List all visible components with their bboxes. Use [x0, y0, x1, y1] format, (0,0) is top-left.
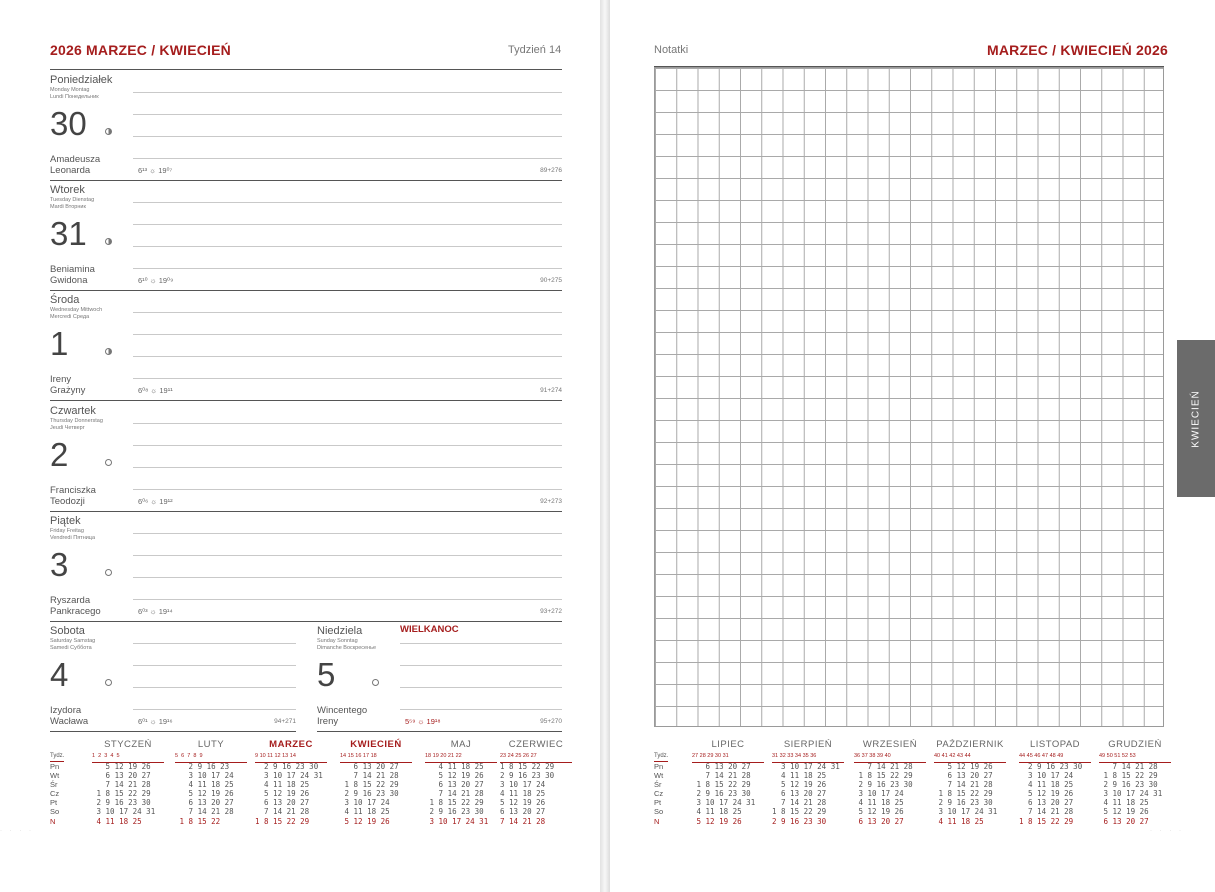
sunrise-sunset: 6⁰⁶ ☼ 19¹²	[138, 497, 173, 506]
writing-line[interactable]	[133, 136, 562, 137]
day-name: Wtorek	[50, 184, 85, 196]
day-name-translations: Sunday Sonntag Dimanche Воскресенье	[317, 638, 377, 651]
week-numbers: 40 41 42 43 44	[934, 752, 1006, 763]
writing-line[interactable]	[133, 599, 562, 600]
day-name-translations: Wednesday Mittwoch Mercredi Среда	[50, 307, 103, 320]
day-number: 2	[50, 436, 69, 473]
sunrise-sunset: 5⁵⁹ ☼ 19¹⁸	[405, 717, 441, 726]
day-of-year: 95+270	[540, 718, 562, 725]
day-of-year: 93+272	[540, 608, 562, 615]
day-separator	[50, 511, 562, 512]
day-separator	[50, 731, 296, 732]
right-page	[610, 0, 1215, 892]
writing-line[interactable]	[133, 423, 562, 424]
month-name: CZERWIEC	[508, 739, 564, 750]
writing-line[interactable]	[133, 467, 562, 468]
month-name: MARZEC	[269, 739, 313, 750]
day-of-year: 91+274	[540, 387, 562, 394]
week-numbers: 27 28 29 30 31	[692, 752, 764, 763]
week-number: Tydzień 14	[508, 44, 562, 56]
name-day-names: Amadeusza Leonarda	[50, 154, 101, 176]
day-name: Środa	[50, 294, 80, 306]
writing-line[interactable]	[133, 687, 296, 688]
day-of-year: 94+271	[274, 718, 296, 725]
month-name: PAŹDZIERNIK	[936, 739, 1004, 750]
moon-phase-icon	[105, 679, 112, 686]
sunday-row-marker	[50, 823, 570, 832]
month-days: 2 9 16 23 30 3 10 17 24 4 11 18 25 5 12 19 26 6 13 20 27 7 14 21 28 1 8 15 22 29	[1019, 762, 1083, 826]
writing-line[interactable]	[133, 533, 562, 534]
name-day-names: Izydora Wacława	[50, 705, 89, 727]
week-numbers: 31 32 33 34 35 36	[772, 752, 844, 763]
day-name: Sobota	[50, 625, 85, 637]
day-name-translations: Saturday Samstag Samedi Суббота	[50, 638, 96, 651]
moon-phase-icon	[105, 238, 112, 245]
month-days: 7 14 21 28 1 8 15 22 29 2 9 16 23 30 3 10 17 24 31 4 11 18 25 5 12 19 26 6 13 20 27	[1099, 762, 1163, 826]
month-name: LIPIEC	[711, 739, 745, 750]
week-numbers: 36 37 38 39 40	[854, 752, 926, 763]
month-days: 7 14 21 28 1 8 15 22 29 2 9 16 23 30 3 10 17 24 4 11 18 25 5 12 19 26 6 13 20 27	[854, 762, 913, 826]
day-number: 1	[50, 325, 69, 362]
writing-line[interactable]	[133, 158, 562, 159]
day-name: Poniedziałek	[50, 74, 113, 86]
name-day-names: Wincentego Ireny	[317, 705, 368, 727]
month-name: GRUDZIEŃ	[1108, 739, 1162, 750]
week-numbers: 23 24 25 26 27	[500, 752, 572, 763]
day-number: 31	[50, 215, 87, 252]
day-of-year: 89+276	[540, 167, 562, 174]
month-name: STYCZEŃ	[104, 739, 152, 750]
moon-phase-icon	[105, 128, 112, 135]
week-numbers: 18 19 20 21 22	[425, 752, 497, 763]
writing-line[interactable]	[400, 643, 562, 644]
month-days: 2 9 16 23 30 3 10 17 24 31 4 11 18 25 5 12 19 26 6 13 20 27 7 14 21 28 1 8 15 22 29	[255, 762, 323, 826]
month-days: 2 9 16 23 3 10 17 24 4 11 18 25 5 12 19 26 6 13 20 27 7 14 21 28 1 8 15 22	[175, 762, 234, 826]
sunrise-sunset: 6¹³ ☼ 19⁰⁷	[138, 166, 173, 175]
writing-line[interactable]	[400, 687, 562, 688]
decorative-dots-left: · · · ·	[0, 828, 34, 834]
day-of-year: 92+273	[540, 498, 562, 505]
day-of-year: 90+275	[540, 277, 562, 284]
day-separator	[50, 180, 562, 181]
left-page-title: 2026 MARZEC / KWIECIEŃ	[50, 42, 231, 58]
day-number: 5	[317, 656, 336, 693]
name-day-names: Ireny Grażyny	[50, 374, 86, 396]
weekday-labels: Pn Wt Śr Cz Pt So N	[654, 762, 664, 826]
moon-phase-icon	[372, 679, 379, 686]
header-rule	[50, 69, 562, 70]
week-numbers: 14 15 16 17 18	[340, 752, 412, 763]
moon-phase-icon	[105, 569, 112, 576]
month-days: 6 13 20 27 7 14 21 28 1 8 15 22 29 2 9 16 23 30 3 10 17 24 4 11 18 25 5 12 19 26	[340, 762, 399, 826]
month-name: LISTOPAD	[1029, 739, 1081, 750]
writing-line[interactable]	[133, 577, 562, 578]
writing-line[interactable]	[400, 665, 562, 666]
writing-line[interactable]	[133, 555, 562, 556]
book-spine	[600, 0, 610, 892]
month-days: 5 12 19 26 6 13 20 27 7 14 21 28 1 8 15 22 29 2 9 16 23 30 3 10 17 24 31 4 11 18 25	[92, 762, 156, 826]
day-separator	[50, 621, 562, 622]
name-day-names: Franciszka Teodozji	[50, 485, 96, 507]
writing-line[interactable]	[133, 246, 562, 247]
sunrise-sunset: 6¹⁰ ☼ 19⁰⁹	[138, 276, 174, 285]
writing-line[interactable]	[133, 445, 562, 446]
day-separator	[50, 400, 562, 401]
day-name: Piątek	[50, 515, 81, 527]
week-label: Tydz.	[654, 752, 668, 762]
sunday-row-marker	[654, 823, 1174, 832]
sunrise-sunset: 6⁰¹ ☼ 19¹⁶	[138, 717, 173, 726]
day-name-translations: Friday Freitag Vendredi Пятница	[50, 528, 96, 541]
moon-phase-icon	[105, 459, 112, 466]
left-page	[0, 0, 600, 892]
month-tab-kwiecien[interactable]	[1177, 340, 1215, 497]
week-numbers: 5 6 7 8 9	[175, 752, 247, 763]
day-separator	[50, 290, 562, 291]
month-days: 4 11 18 25 5 12 19 26 6 13 20 27 7 14 21 28 1 8 15 22 29 2 9 16 23 30 3 10 17 24 31	[425, 762, 489, 826]
writing-line[interactable]	[133, 268, 562, 269]
writing-line[interactable]	[133, 356, 562, 357]
month-days: 6 13 20 27 7 14 21 28 1 8 15 22 29 2 9 16 23 30 3 10 17 24 31 4 11 18 25 5 12 19 26	[692, 762, 756, 826]
writing-line[interactable]	[133, 334, 562, 335]
writing-line[interactable]	[133, 224, 562, 225]
name-day-names: Ryszarda Pankracego	[50, 595, 101, 617]
right-page-title: MARZEC / KWIECIEŃ 2026	[987, 42, 1168, 58]
writing-line[interactable]	[400, 709, 562, 710]
decorative-dots-right: · · · ·	[1150, 828, 1184, 834]
day-name-translations: Tuesday Dienstag Mardi Вторник	[50, 197, 95, 210]
notes-grid[interactable]	[654, 67, 1164, 727]
day-name: Czwartek	[50, 405, 96, 417]
writing-line[interactable]	[133, 665, 296, 666]
month-days: 1 8 15 22 29 2 9 16 23 30 3 10 17 24 4 11 18 25 5 12 19 26 6 13 20 27 7 14 21 28	[500, 762, 555, 826]
notes-label: Notatki	[654, 44, 689, 56]
writing-line[interactable]	[133, 709, 296, 710]
month-days: 3 10 17 24 31 4 11 18 25 5 12 19 26 6 13 20 27 7 14 21 28 1 8 15 22 29 2 9 16 23 30	[772, 762, 840, 826]
day-name-translations: Monday Montag Lundi Понедельник	[50, 87, 99, 100]
month-name: WRZESIEŃ	[862, 739, 918, 750]
day-number: 4	[50, 656, 69, 693]
week-label: Tydz.	[50, 752, 64, 762]
moon-phase-icon	[105, 348, 112, 355]
holiday-label: WIELKANOC	[400, 624, 459, 635]
month-name: KWIECIEŃ	[350, 739, 402, 750]
name-day-names: Beniamina Gwidona	[50, 264, 95, 286]
month-name: MAJ	[450, 739, 472, 750]
writing-line[interactable]	[133, 114, 562, 115]
year-calendar	[50, 740, 570, 850]
week-numbers: 1 2 3 4 5	[92, 752, 164, 763]
writing-line[interactable]	[133, 312, 562, 313]
week-numbers: 9 10 11 12 13 14	[255, 752, 327, 763]
year-calendar	[654, 740, 1174, 850]
day-name: Niedziela	[317, 625, 363, 637]
writing-line[interactable]	[133, 202, 562, 203]
week-numbers: 49 50 51 52 53	[1099, 752, 1171, 763]
writing-line[interactable]	[133, 643, 296, 644]
day-separator	[317, 731, 562, 732]
writing-line[interactable]	[133, 489, 562, 490]
day-number: 3	[50, 546, 69, 583]
sunrise-sunset: 6⁰⁸ ☼ 19¹¹	[138, 386, 173, 395]
day-number: 30	[50, 105, 87, 142]
month-days: 5 12 19 26 6 13 20 27 7 14 21 28 1 8 15 22 29 2 9 16 23 30 3 10 17 24 31 4 11 18 25	[934, 762, 998, 826]
sunrise-sunset: 6⁰³ ☼ 19¹⁴	[138, 607, 173, 616]
month-tab-label: KWIECIEŃ	[1190, 389, 1202, 448]
month-name: LUTY	[197, 739, 225, 750]
week-numbers: 44 45 46 47 48 49	[1019, 752, 1091, 763]
writing-line[interactable]	[133, 378, 562, 379]
writing-line[interactable]	[133, 92, 562, 93]
weekday-labels: Pn Wt Śr Cz Pt So N	[50, 762, 60, 826]
month-name: SIERPIEŃ	[783, 739, 833, 750]
day-name-translations: Thursday Donnerstag Jeudi Четверг	[50, 418, 103, 431]
